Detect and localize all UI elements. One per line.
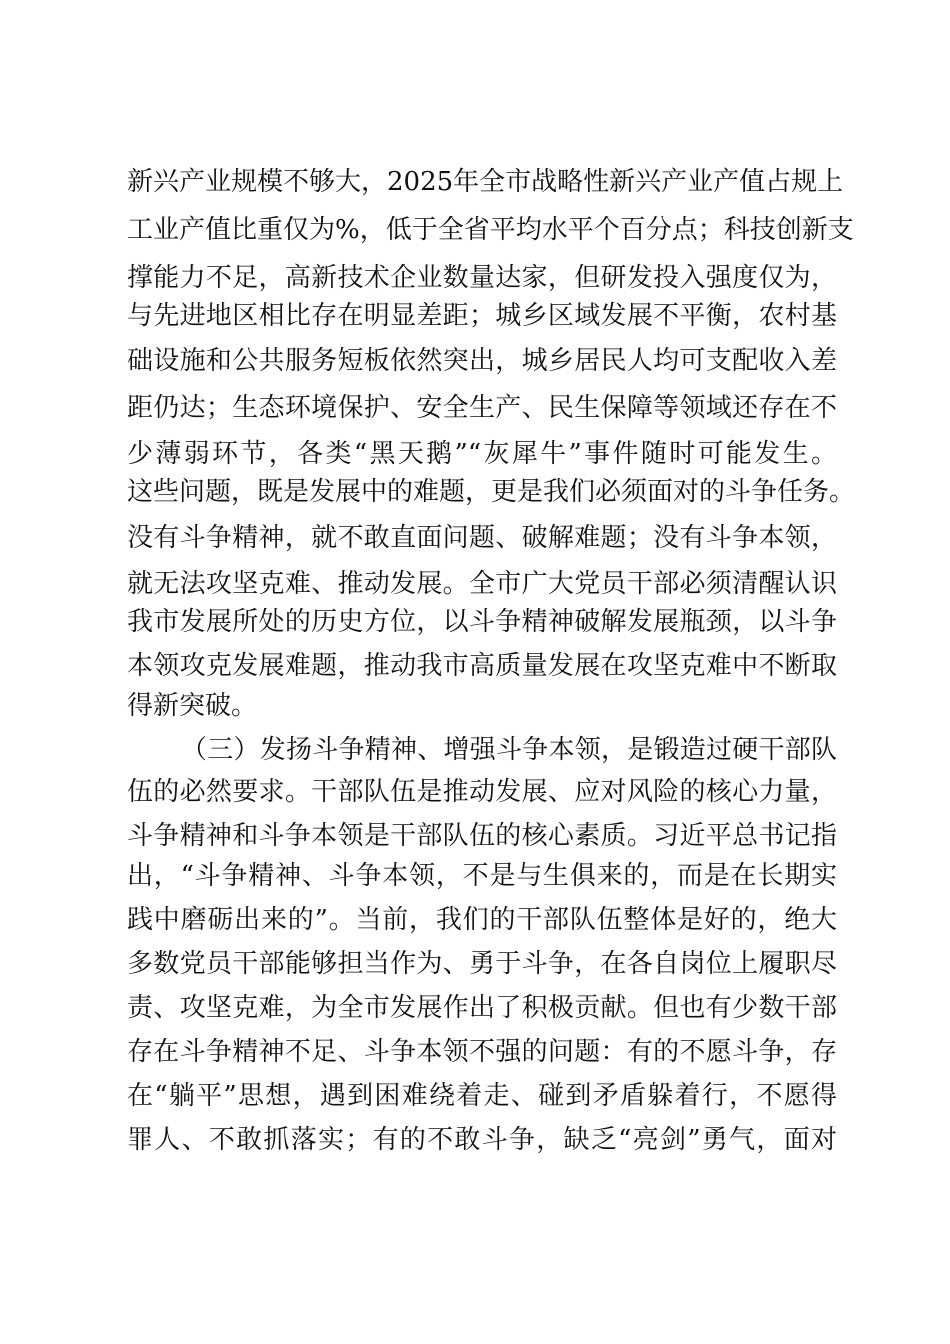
text-line: 责、攻坚克难，为全市发展作出了积极贡献。但也有少数干部 [127,993,837,1023]
text-line: 新兴产业规模不够大，2025年全市战略性新兴产业产值占规上 [127,167,844,197]
text-line: 在“躺平”思想，遇到困难绕着走、碰到矛盾躲着行，不愿得 [127,1081,837,1111]
text-line: 践中磨砺出来的”。当前，我们的干部队伍整体是好的，绝大 [127,905,837,935]
text-line: 与先进地区相比存在明显差距；城乡区域发展不平衡，农村基 [127,301,837,331]
text-line: 罪人、不敢抓落实；有的不敢斗争，缺乏“亮剑”勇气，面对 [127,1125,837,1155]
text-line: 斗争精神和斗争本领是干部队伍的核心素质。习近平总书记指 [127,821,837,851]
text-line: 没有斗争精神，就不敢直面问题、破解难题；没有斗争本领， [127,523,837,553]
text-line: 这些问题，既是发展中的难题，更是我们必须面对的斗争任务。 [127,477,856,507]
text-line: 伍的必然要求。干部队伍是推动发展、应对风险的核心力量， [127,777,837,807]
text-line: 工业产值比重仅为%，低于全省平均水平个百分点；科技创新支 [127,215,854,245]
text-line: 少薄弱环节，各类“黑天鹅”“灰犀牛”事件随时可能发生。 [127,439,837,469]
text-line: 出，“斗争精神、斗争本领，不是与生俱来的，而是在长期实 [127,861,837,891]
text-line: 撑能力不足，高新技术企业数量达家，但研发投入强度仅为， [127,263,837,293]
text-line: 我市发展所处的历史方位，以斗争精神破解发展瓶颈，以斗争 [127,607,837,637]
section-heading-line: （三）发扬斗争精神、增强斗争本领，是锻造过硬干部队 [181,735,837,765]
text-line: 多数党员干部能够担当作为、勇于斗争，在各自岗位上履职尽 [127,949,837,979]
text-line: 就无法攻坚克难、推动发展。全市广大党员干部必须清醒认识 [127,569,837,599]
text-line: 存在斗争精神不足、斗争本领不强的问题：有的不愿斗争，存 [127,1037,837,1067]
text-line: 本领攻克发展难题，推动我市高质量发展在攻坚克难中不断取 [127,651,837,681]
text-line: 得新突破。 [127,691,258,721]
text-line: 础设施和公共服务短板依然突出，城乡居民人均可支配收入差 [127,346,837,376]
text-line: 距仍达；生态环境保护、安全生产、民生保障等领域还存在不 [127,393,837,423]
